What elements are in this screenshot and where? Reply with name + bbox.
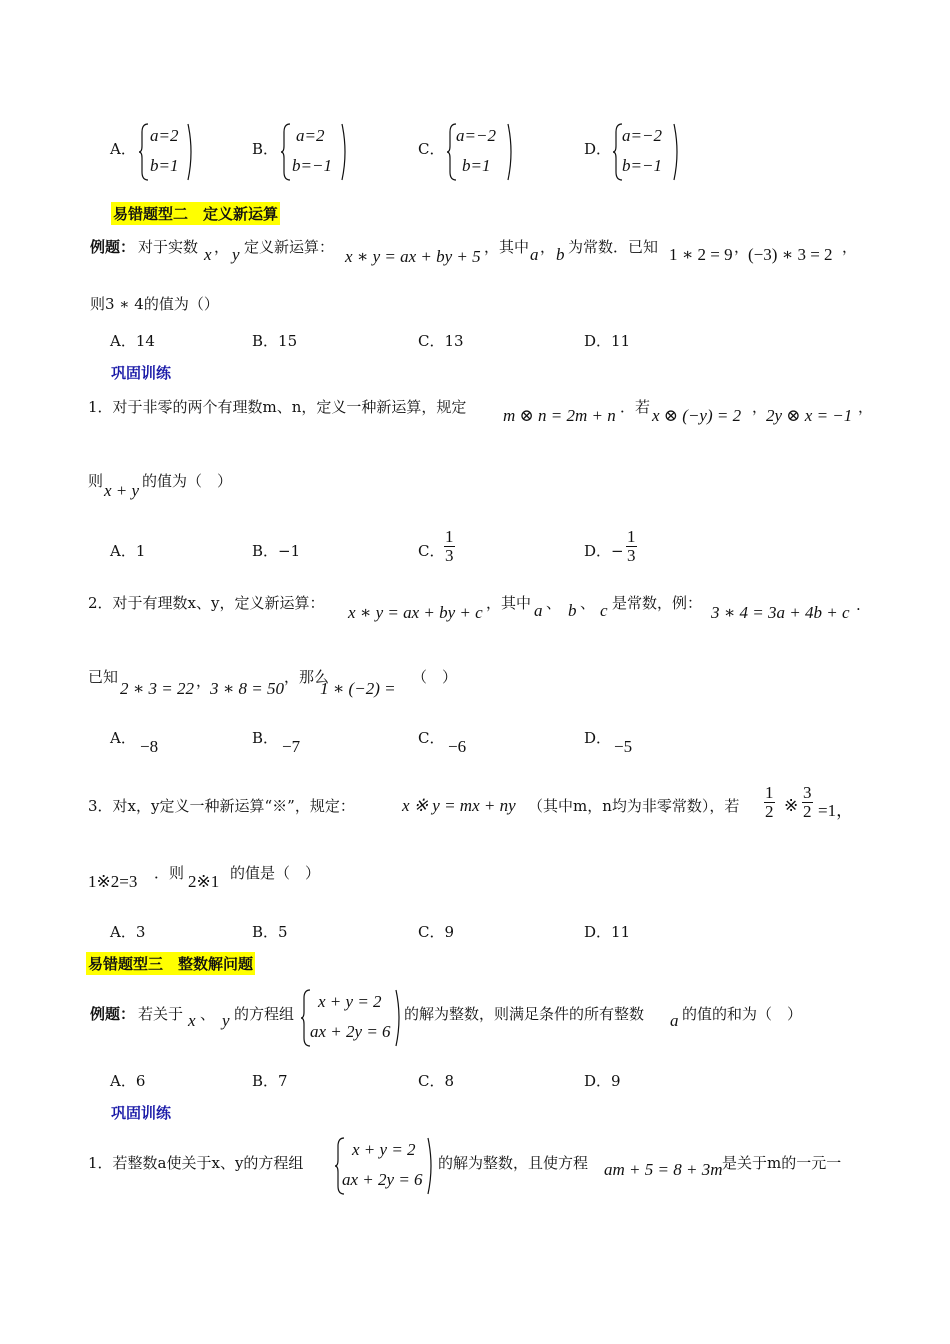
- fraction-half: $\frac{1}{2}$: [765, 783, 774, 821]
- option-d-letter: D．−: [584, 542, 624, 560]
- option-d-fraction: $\frac{1}{3}$: [627, 527, 636, 565]
- option-d: D．11: [584, 332, 631, 350]
- option-b: B．−1: [252, 542, 301, 560]
- example-line2: 则3 ∗ 4的值为（）: [90, 295, 219, 313]
- paren-icon: [340, 122, 352, 182]
- fraction-three-halves: $\frac{3}{2}$: [803, 783, 812, 821]
- option-c-letter: C．: [418, 542, 445, 560]
- practice-title: 巩固训练: [111, 364, 172, 382]
- example-label: 例题：: [90, 1005, 136, 1023]
- q0-option-b-letter: B．: [252, 140, 279, 158]
- q0-option-c-letter: C．: [418, 140, 445, 158]
- option-d: D．9: [584, 1072, 621, 1090]
- option-a: A．3: [110, 923, 146, 941]
- section-title-2: 易错题型二 定义新运算: [111, 202, 280, 225]
- option-a-letter: A．: [110, 729, 136, 747]
- formula: am + 5 = 8 + 3m: [604, 1160, 723, 1179]
- option-c: C．9: [418, 923, 455, 941]
- option-c-letter: C．: [418, 729, 445, 747]
- option-a-value: −8: [140, 737, 159, 756]
- q0-option-b-system: a=2 b=−1: [280, 122, 352, 182]
- formula: x ※ y = mx + ny: [402, 796, 516, 815]
- option-a: A．6: [110, 1072, 146, 1090]
- paren-icon: [186, 122, 198, 182]
- brace-icon: [138, 122, 150, 182]
- option-b-value: −7: [282, 737, 301, 756]
- brace-icon: [280, 122, 292, 182]
- option-b: B．15: [252, 332, 298, 350]
- example-label: 例题：: [90, 238, 136, 256]
- q0-option-a-letter: A．: [110, 140, 136, 158]
- formula: x ∗ y = ax + by + c: [348, 603, 483, 622]
- practice-title: 巩固训练: [111, 1104, 172, 1122]
- paren-icon: [672, 122, 684, 182]
- option-d-letter: D．: [584, 729, 612, 747]
- option-d: D．11: [584, 923, 631, 941]
- option-c-value: −6: [448, 737, 467, 756]
- equation-system: x + y = 2 ax + 2y = 6: [334, 1136, 440, 1196]
- option-b: B．7: [252, 1072, 288, 1090]
- option-a: A．14: [110, 332, 155, 350]
- section-title-3: 易错题型三 整数解问题: [86, 952, 255, 975]
- q0-option-a-system: a=2 b=1: [138, 122, 198, 182]
- paren-icon: [506, 122, 518, 182]
- option-c: C．13: [418, 332, 464, 350]
- q0-option-c-system: a=−2 b=1: [446, 122, 518, 182]
- q0-option-d-letter: D．: [584, 140, 612, 158]
- q0-option-d-system: a=−2 b=−1: [612, 122, 684, 182]
- formula: m ⊗ n = 2m + n: [503, 406, 616, 425]
- paren-icon: [426, 1136, 438, 1196]
- option-b: B．5: [252, 923, 288, 941]
- equation-system: x + y = 2 ax + 2y = 6: [300, 988, 406, 1048]
- option-c-fraction: $\frac{1}{3}$: [445, 527, 454, 565]
- option-c: C．8: [418, 1072, 455, 1090]
- option-a: A．1: [110, 542, 146, 560]
- option-b-letter: B．: [252, 729, 279, 747]
- option-d-value: −5: [614, 737, 633, 756]
- formula: x ∗ y = ax + by + 5: [345, 247, 481, 266]
